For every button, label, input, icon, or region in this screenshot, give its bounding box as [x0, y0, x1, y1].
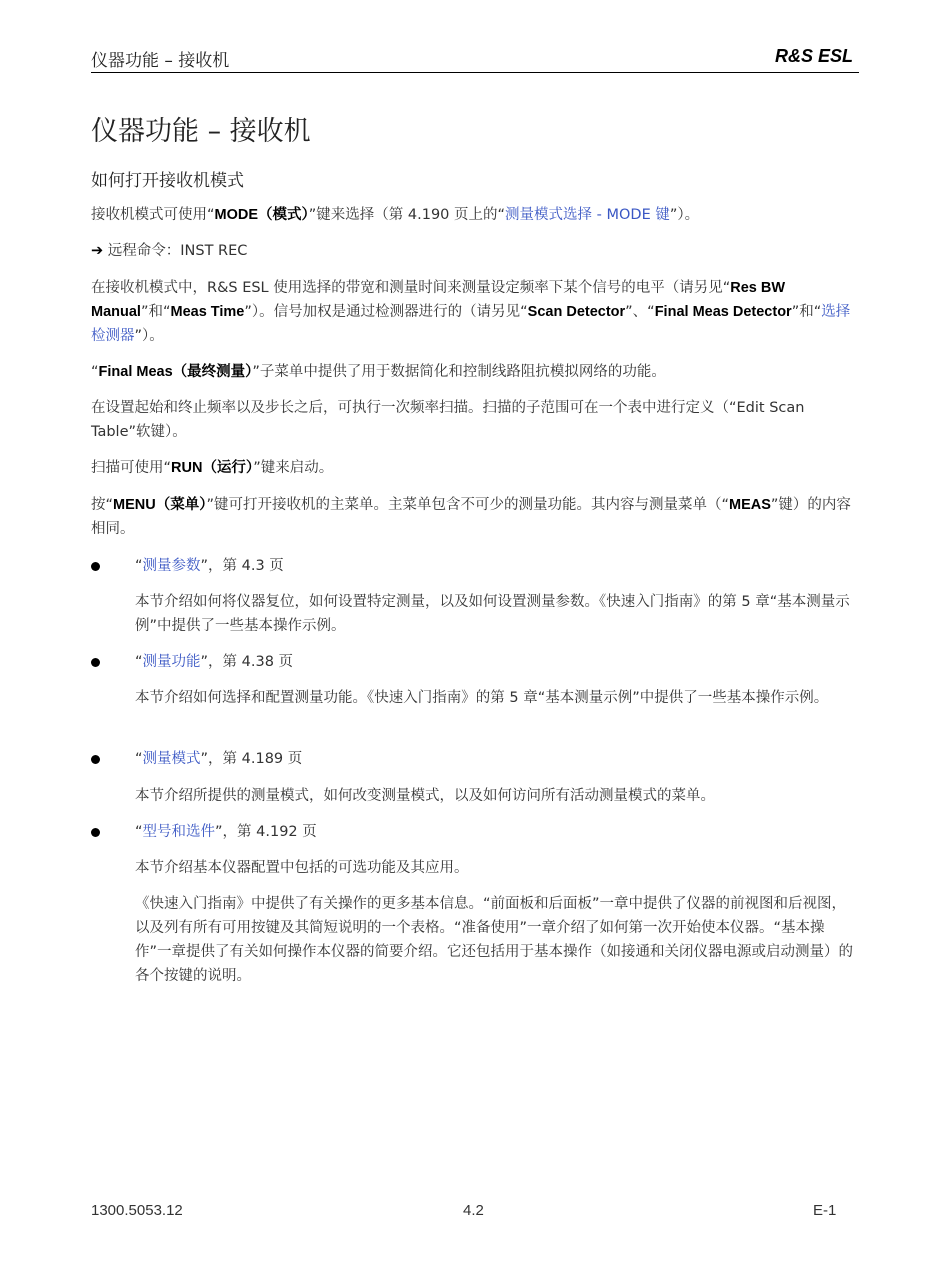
key-run-cn: （运行） [202, 460, 254, 476]
list-item [91, 747, 859, 771]
bullet-icon [91, 562, 100, 571]
key-run: RUN [171, 460, 203, 476]
paragraph-frequency-scan: 在设置起始和终止频率以及步长之后，可执行一次频率扫描。扫描的子范围可在一个表中进行定义（“Edit Scan Table”软键）。 [91, 400, 805, 440]
paragraph-quick-start-guide: 《快速入门指南》中提供了有关操作的更多基本信息。“前面板和后面板”一章中提供了仪器的前视图和后视图，以及列有所有可用按键及其简短说明的一个表格。“准备使用”一章介绍了如何第一次开始使本仪器。“基本操作”一章提供了有关如何操作本仪器的简要介绍。它还包括用于基本操作（如接通和关闭仪器电源或启动测量）的各个按键的说明。 [135, 896, 854, 984]
section-subtitle: 如何打开接收机模式 [91, 171, 244, 191]
text: “ [135, 824, 143, 840]
text: ”）。信号加权是通过检测器进行的（请另见“ [244, 304, 528, 320]
key-menu-cn: （菜单） [155, 497, 207, 513]
text: ”）。 [134, 328, 164, 344]
bullet-icon [91, 658, 100, 667]
link-models-options[interactable]: 型号和选件 [142, 824, 216, 840]
paragraph-run-key [91, 456, 859, 480]
list-item [91, 650, 859, 674]
bullet-description: 本节介绍如何选择和配置测量功能。《快速入门指南》的第 5 章“基本测量示例”中提供了一些基本操作示例。 [135, 690, 829, 706]
bullet-description: 本节介绍如何将仪器复位，如何设置特定测量，以及如何设置测量参数。《快速入门指南》的第 5 章“基本测量示例”中提供了一些基本操作示例。 [135, 594, 850, 634]
paragraph-receiver-description [91, 276, 859, 348]
softkey-final-meas: Final Meas [98, 364, 173, 380]
header-product-name: R&S ESL [774, 46, 853, 66]
paragraph-final-meas [91, 360, 859, 384]
link-select-detector[interactable]: 选择检测器 [91, 304, 851, 344]
text: ”，第 4.38 页 [200, 654, 294, 670]
key-menu: MENU [113, 497, 156, 513]
bullet-reference [135, 747, 302, 771]
bullet-icon [91, 828, 100, 837]
paragraph-menu-key [91, 493, 859, 541]
bullet-description: 本节介绍基本仪器配置中包括的可选功能及其应用。 [135, 860, 469, 876]
key-mode-cn: （模式） [258, 207, 309, 223]
text: ”，第 4.192 页 [215, 824, 317, 840]
list-item [91, 820, 859, 844]
remote-command-text: 远程命令：INST REC [107, 243, 248, 259]
text: “ [91, 364, 99, 380]
footer-doc-number: 1300.5053.12 [91, 1202, 183, 1219]
text: 在接收机模式中，R&S ESL 使用选择的带宽和测量时间来测量设定频率下某个信号的电平（请另见“ [91, 280, 731, 296]
softkey-scan-detector: Scan Detector [527, 304, 626, 320]
text: ”、“ [625, 304, 655, 320]
bullet-reference [135, 650, 293, 674]
link-measurement-modes[interactable]: 测量模式 [142, 751, 201, 767]
bullet-reference [135, 554, 284, 578]
bullet-reference [135, 820, 317, 844]
footer-edition: E-1 [813, 1202, 837, 1219]
link-measurement-parameters[interactable]: 测量参数 [142, 558, 201, 574]
text: “ [135, 558, 143, 574]
softkey-res-bw-manual: Res BW Manual [91, 280, 786, 320]
page-header [91, 44, 859, 73]
softkey-meas-time: Meas Time [170, 304, 245, 320]
paragraph-mode-key [91, 203, 859, 227]
key-meas: MEAS [729, 497, 771, 513]
text: ”键来启动。 [253, 460, 334, 476]
text: 扫描可使用“ [91, 460, 172, 476]
text: ”，第 4.189 页 [200, 751, 303, 767]
header-section-title: 仪器功能 – 接收机 [91, 51, 230, 71]
text: ”，第 4.3 页 [200, 558, 284, 574]
footer-page-number: 4.2 [463, 1202, 484, 1219]
text: ”）。 [669, 207, 700, 223]
link-mode-selection[interactable]: 测量模式选择 - MODE 键 [505, 207, 670, 223]
bullet-icon [91, 755, 100, 764]
text: ”和“ [791, 304, 822, 320]
text: ”和“ [140, 304, 171, 320]
text: “ [135, 751, 143, 767]
text: ”子菜单中提供了用于数据简化和控制线路阻抗模拟网络的功能。 [252, 364, 666, 380]
paragraph-remote-command [91, 239, 859, 263]
bullet-description: 本节介绍所提供的测量模式，如何改变测量模式，以及如何访问所有活动测量模式的菜单。 [135, 788, 715, 804]
text: ”键）的内容相同。 [91, 497, 851, 537]
text: ”键来选择（第 4.190 页上的“ [308, 207, 506, 223]
text: 接收机模式可使用“ [91, 207, 215, 223]
text: 按“ [91, 497, 114, 513]
list-item [91, 554, 859, 578]
text: “ [135, 654, 143, 670]
page-title: 仪器功能 – 接收机 [91, 116, 311, 147]
key-mode: MODE [214, 207, 259, 223]
text: ”键可打开接收机的主菜单。主菜单包含不可少的测量功能。其内容与测量菜单（“ [206, 497, 729, 513]
arrow-right-icon: ➔ [91, 243, 104, 259]
softkey-final-meas-detector: Final Meas Detector [654, 304, 792, 320]
link-measurement-functions[interactable]: 测量功能 [142, 654, 201, 670]
softkey-final-meas-cn: （最终测量） [172, 364, 253, 380]
